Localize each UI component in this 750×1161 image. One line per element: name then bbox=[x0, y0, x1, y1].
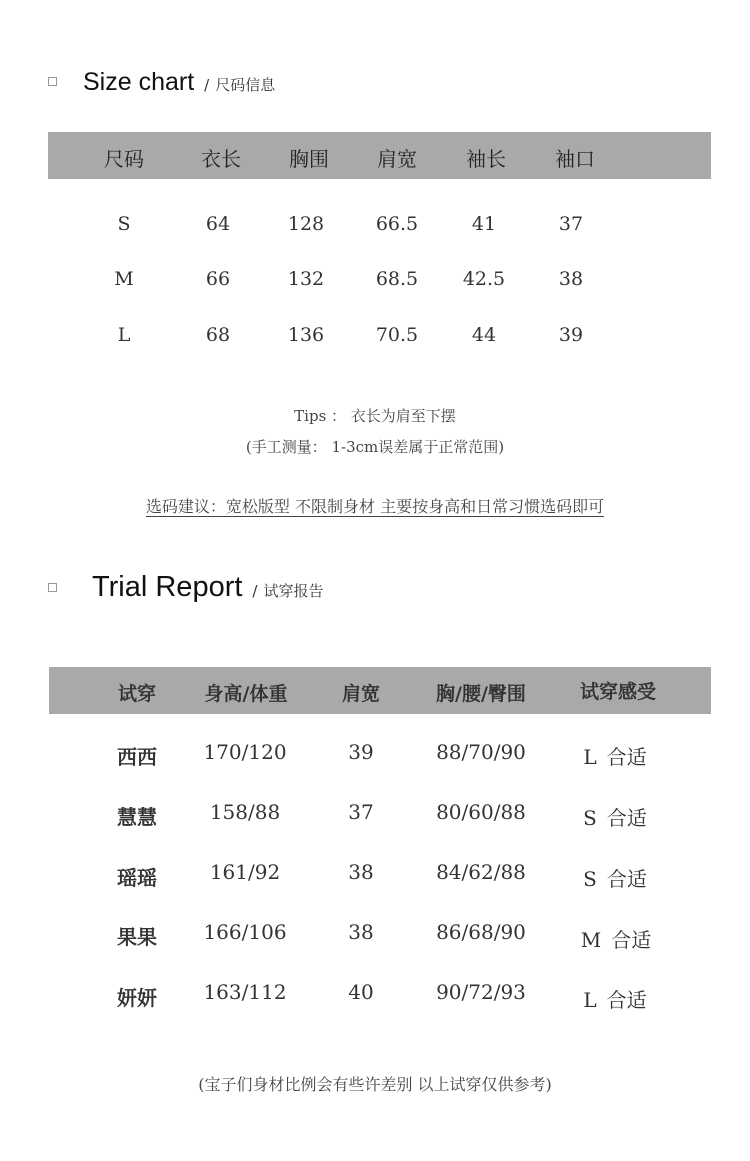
trial-height-weight: 161/92 bbox=[209, 860, 281, 884]
trial-shoulder: 38 bbox=[348, 860, 374, 884]
trial-shoulder: 38 bbox=[348, 920, 374, 944]
size-header-cell: 肩宽 bbox=[377, 147, 417, 171]
size-table-cell: 38 bbox=[558, 268, 584, 290]
size-header-cell: 衣长 bbox=[201, 147, 241, 171]
trial-height-weight: 163/112 bbox=[203, 980, 287, 1004]
square-bullet-icon bbox=[48, 77, 57, 86]
trial-shoulder: 39 bbox=[348, 740, 374, 764]
trial-size: L bbox=[583, 988, 597, 1012]
size-header-cell: 尺码 bbox=[104, 147, 144, 171]
size-table-cell: 68.5 bbox=[375, 268, 419, 290]
size-chart-title: Size chart bbox=[83, 68, 195, 96]
size-header-cell: 袖长 bbox=[466, 147, 506, 171]
trial-feedback bbox=[583, 802, 647, 831]
size-chart-heading bbox=[48, 68, 275, 97]
trial-height-weight: 158/88 bbox=[209, 800, 281, 824]
trial-measurements: 84/62/88 bbox=[436, 860, 526, 884]
trial-report-title: Trial Report bbox=[92, 571, 243, 603]
size-table-cell: 128 bbox=[287, 213, 325, 235]
trial-feedback bbox=[583, 741, 646, 770]
trial-name: 慧慧 bbox=[117, 805, 157, 829]
square-bullet-icon bbox=[48, 583, 57, 592]
size-chart-subtitle-text: 尺码信息 bbox=[215, 76, 276, 94]
title-slash: / bbox=[204, 76, 210, 94]
size-table-cell: 64 bbox=[205, 213, 231, 235]
size-table-cell: 42.5 bbox=[462, 268, 506, 290]
size-table-cell: 66.5 bbox=[375, 213, 419, 235]
title-slash: / bbox=[252, 582, 258, 600]
trial-header-cell: 胸/腰/臀围 bbox=[436, 683, 526, 705]
trial-fit: 合适 bbox=[606, 867, 647, 891]
trial-feedback bbox=[583, 984, 646, 1013]
trial-height-weight: 166/106 bbox=[203, 920, 287, 944]
trial-header-cell: 试穿 bbox=[117, 683, 157, 705]
size-table-cell: 68 bbox=[205, 324, 231, 346]
size-chart-subtitle bbox=[204, 74, 275, 95]
size-header-cell: 袖口 bbox=[555, 147, 595, 171]
trial-feedback bbox=[583, 863, 647, 892]
trial-measurements: 86/68/90 bbox=[436, 920, 526, 944]
trial-header-cell: 肩宽 bbox=[341, 683, 381, 705]
trial-feedback bbox=[581, 924, 651, 953]
trial-size: S bbox=[583, 806, 597, 830]
trial-fit: 合适 bbox=[606, 745, 647, 769]
trial-name: 果果 bbox=[117, 925, 157, 949]
trial-name: 西西 bbox=[117, 745, 157, 769]
trial-measurements: 80/60/88 bbox=[436, 800, 526, 824]
trial-fit: 合适 bbox=[606, 988, 647, 1012]
size-table-cell: 70.5 bbox=[375, 324, 419, 346]
size-table-cell: 44 bbox=[471, 324, 497, 346]
size-header-cell: 胸围 bbox=[289, 147, 329, 171]
trial-measurements: 90/72/93 bbox=[436, 980, 526, 1004]
trial-size: M bbox=[580, 928, 602, 952]
trial-measurements: 88/70/90 bbox=[436, 740, 526, 764]
trial-report-subtitle bbox=[252, 580, 323, 601]
size-advice bbox=[0, 494, 750, 517]
trial-footnote: (宝子们身材比例会有些许差别 以上试穿仅供参考) bbox=[198, 1075, 552, 1094]
tips-measure-note: (手工测量： 1-3cm误差属于正常范围) bbox=[245, 438, 505, 456]
trial-height-weight: 170/120 bbox=[203, 740, 287, 764]
tips-line: Tips ： 衣长为肩至下摆 bbox=[294, 407, 456, 425]
trial-shoulder: 40 bbox=[348, 980, 374, 1004]
size-table-cell: M bbox=[114, 268, 134, 290]
trial-size: L bbox=[583, 745, 597, 769]
trial-name: 瑶瑶 bbox=[117, 866, 157, 890]
size-table-cell: 66 bbox=[205, 268, 231, 290]
trial-shoulder: 37 bbox=[348, 800, 374, 824]
trial-fit: 合适 bbox=[606, 806, 647, 830]
size-table-cell: L bbox=[117, 324, 131, 346]
size-table-cell: 136 bbox=[287, 324, 325, 346]
trial-report-heading bbox=[48, 571, 324, 604]
trial-report-subtitle-text: 试穿报告 bbox=[263, 582, 324, 600]
size-table-cell: 37 bbox=[558, 213, 584, 235]
trial-header-cell: 身高/体重 bbox=[204, 683, 288, 705]
trial-size: S bbox=[583, 867, 597, 891]
trial-header-cell: 试穿感受 bbox=[579, 681, 657, 703]
size-table-cell: 132 bbox=[287, 268, 325, 290]
size-table-cell: S bbox=[117, 213, 131, 235]
trial-name: 妍妍 bbox=[117, 986, 157, 1010]
size-table-cell: 41 bbox=[471, 213, 497, 235]
size-table-cell: 39 bbox=[558, 324, 584, 346]
trial-fit: 合适 bbox=[611, 928, 652, 952]
size-advice-text: 选码建议：宽松版型 不限制身材 主要按身高和日常习惯选码即可 bbox=[145, 497, 605, 516]
